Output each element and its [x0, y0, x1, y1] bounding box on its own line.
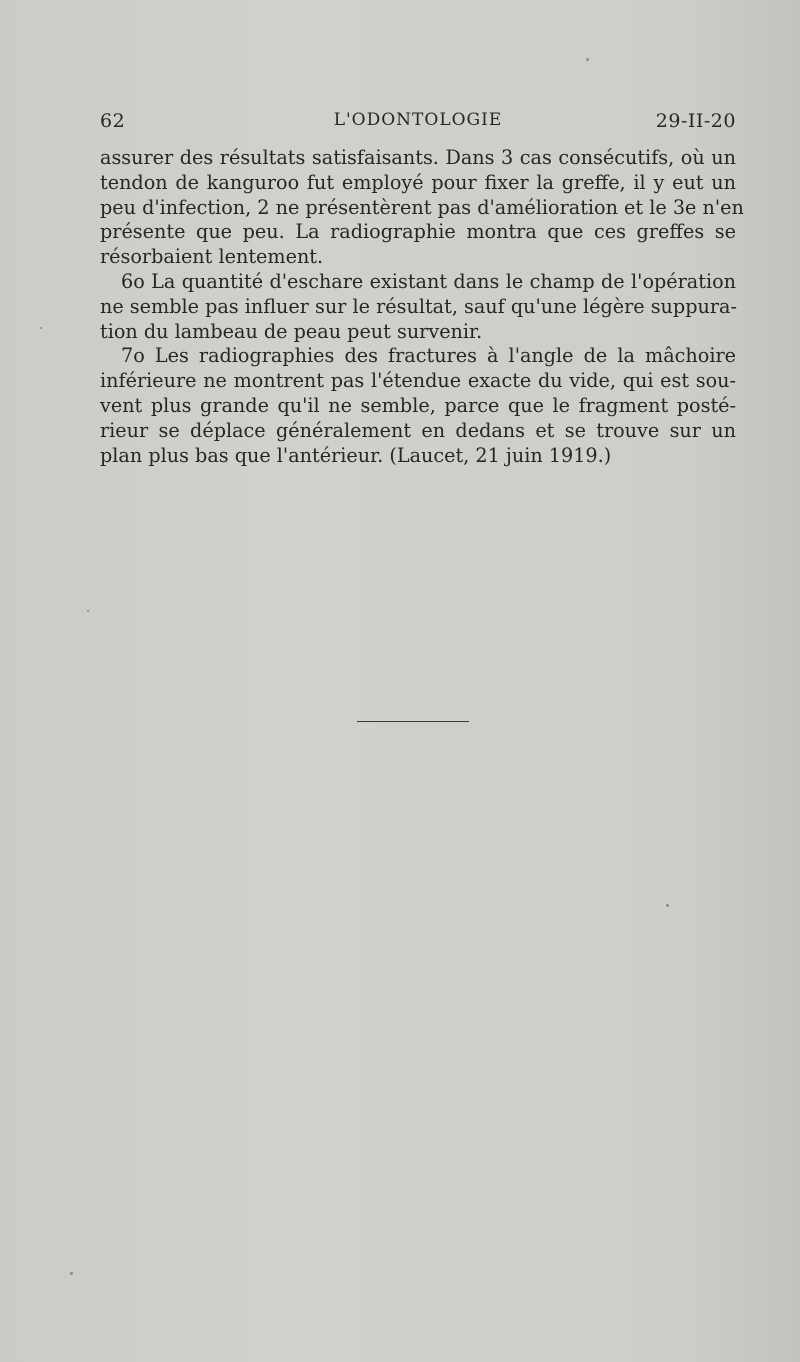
- section-divider: [357, 721, 469, 722]
- paper-speck: [40, 327, 42, 329]
- text-line: plan plus bas que l'antérieur. (Laucet, 21 juin 1919.): [100, 443, 612, 467]
- paper-speck: [666, 904, 669, 907]
- text-line: tion du lambeau de peau peut survenir.: [100, 319, 483, 343]
- text-line: assurer des résultats satisfaisants. Dans 3 cas consécutifs, où un: [100, 146, 736, 169]
- paper-speck: [87, 610, 89, 612]
- issue-date: 29-II-20: [655, 110, 736, 132]
- page-number: 62: [100, 110, 126, 132]
- article-text: [100, 146, 744, 468]
- text-line: peu d'infection, 2 ne présentèrent pas d'amélioration et le 3e n'en: [100, 195, 744, 219]
- running-header: [100, 110, 736, 138]
- text-line: 6o La quantité d'eschare existant dans le champ de l'opération: [121, 269, 736, 293]
- text-line: vent plus grande qu'il ne semble, parce que le fragment posté-: [100, 393, 736, 417]
- paper-speck: [70, 1272, 73, 1275]
- text-line: présente que peu. La radiographie montra que ces greffes se: [100, 220, 736, 244]
- text-line: rieur se déplace généralement en dedans et se trouve sur un: [100, 418, 736, 442]
- text-line: inférieure ne montrent pas l'étendue exacte du vide, qui est sou-: [100, 369, 736, 393]
- paper-speck: [586, 58, 589, 61]
- text-line: ne semble pas influer sur le résultat, sauf qu'une légère suppura-: [100, 294, 737, 318]
- text-line: résorbaient lentement.: [100, 245, 324, 269]
- running-title: L'ODONTOLOGIE: [333, 110, 503, 130]
- text-line: 7o Les radiographies des fractures à l'angle de la mâchoire: [121, 344, 736, 368]
- text-line: tendon de kanguroo fut employé pour fixer la greffe, il y eut un: [100, 170, 736, 194]
